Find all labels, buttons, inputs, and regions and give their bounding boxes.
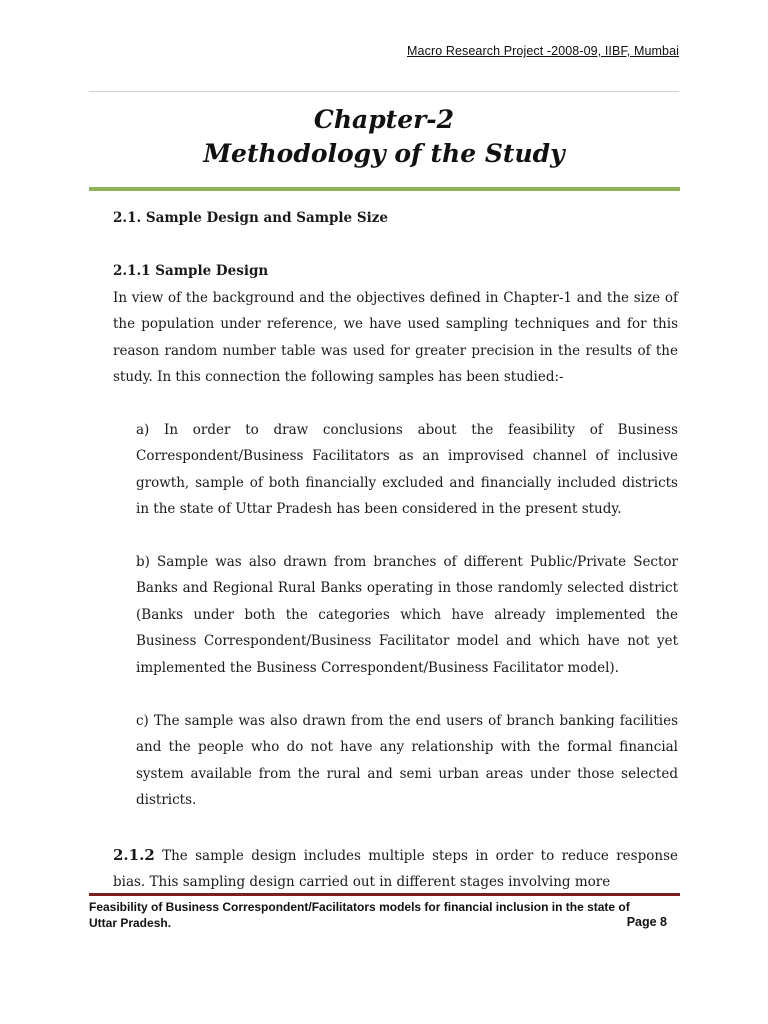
section-number-2-1-2: 2.1.2 bbox=[113, 846, 155, 864]
paragraph-2-1-2-text: The sample design includes multiple steps in order to reduce response bias. This sampling design carried out in different stages involving more bbox=[113, 848, 678, 891]
footer-document-title: Feasibility of Business Correspondent/Facilitators models for financial inclusion in the state of Uttar Pradesh. bbox=[89, 900, 630, 930]
header-divider bbox=[89, 91, 679, 92]
section-heading-2-1: 2.1. Sample Design and Sample Size bbox=[113, 210, 388, 226]
section-heading-2-1-1: 2.1.1 Sample Design bbox=[113, 263, 269, 279]
paragraph-2-1-2 bbox=[113, 842, 678, 896]
running-header: Macro Research Project -2008-09, IIBF, Mumbai bbox=[407, 44, 679, 58]
list-item-a: a) In order to draw conclusions about the feasibility of Business Correspondent/Business Facilitators as an improvised channel of inclusive growth, sample of both financially excluded and financially included districts in the state of Uttar Pradesh has been considered in the present study. bbox=[136, 422, 678, 518]
paragraph-sample-design: In view of the background and the objectives defined in Chapter-1 and the size of the population under reference, we have used sampling techniques and for this reason random number table was used for greater precision in the results of the study. In this connection the following samples has been studied:- bbox=[113, 290, 678, 386]
list-item-b: b) Sample was also drawn from branches of different Public/Private Sector Banks and Regional Rural Banks operating in those randomly selected district (Banks under both the categories which have already implemented the Business Correspondent/Business Facilitator model and which have not yet implemented the Business Correspondent/Business Facilitator model). bbox=[136, 554, 678, 676]
title-divider bbox=[89, 187, 680, 191]
list-item-c: c) The sample was also drawn from the end users of branch banking facilities and the people who do not have any relationship with the formal financial system available from the rural and semi urban areas under those selected districts. bbox=[136, 713, 678, 809]
page-number: Page 8 bbox=[626, 915, 667, 929]
chapter-title: Methodology of the Study bbox=[203, 139, 565, 168]
chapter-number: Chapter-2 bbox=[313, 105, 455, 134]
footer-divider bbox=[89, 893, 680, 896]
